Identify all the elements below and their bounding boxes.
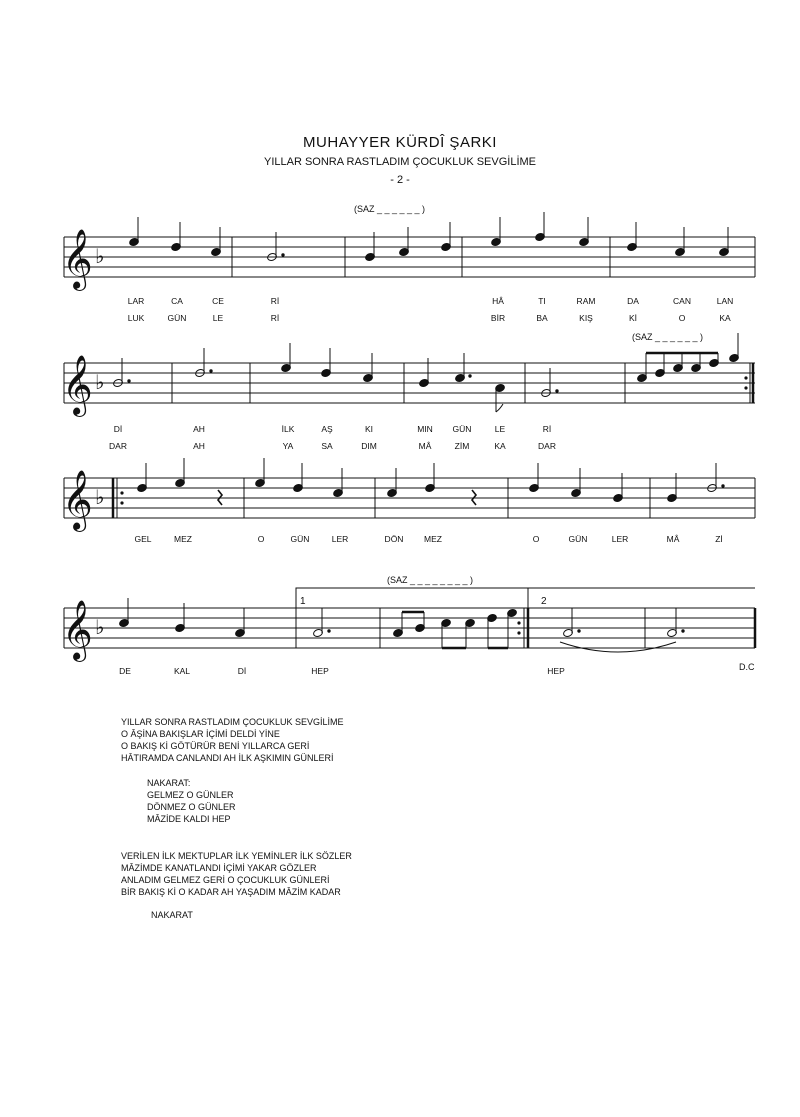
lyric-syllable: Zİ [715, 534, 723, 544]
lyric-syllable: MÂ [666, 534, 680, 544]
treble-clef-icon: 𝄞 [62, 470, 93, 530]
verse-line: VERİLEN İLK MEKTUPLAR İLK YEMİNLER İLK SÖZLER [121, 851, 352, 861]
lyric-syllable: LER [611, 534, 629, 544]
lyric-syllable: GÜN [167, 313, 187, 323]
staff-3 [64, 478, 755, 518]
staff-2 [64, 363, 755, 403]
lyric-syllable: SA [321, 441, 333, 451]
lyric-syllable: MEZ [174, 534, 192, 544]
lyric-syllable: YA [282, 441, 294, 451]
lyric-syllable: AH [193, 424, 205, 434]
lyric-syllable: Rİ [270, 313, 280, 323]
song-subtitle: YILLAR SONRA RASTLADIM ÇOCUKLUK SEVGİLİME [263, 156, 537, 168]
lyric-syllable: LER [331, 534, 349, 544]
lyric-syllable: ZİM [454, 441, 470, 451]
flat-icon: ♭ [95, 615, 105, 639]
lyric-syllable: TI [538, 296, 546, 306]
lyric-syllable: DE [119, 666, 131, 676]
lyric-syllable: HEP [547, 666, 565, 676]
lyric-syllable: O [678, 313, 686, 323]
lyric-syllable: CAN [673, 296, 691, 306]
tie-icon [560, 642, 676, 652]
saz-mark-1: (SAZ _ _ _ _ _ _ ) [354, 204, 426, 214]
lyric-syllable: LE [212, 313, 224, 323]
nakarat-reference: NAKARAT [151, 910, 193, 920]
page-number: - 2 - [390, 174, 410, 186]
page-title: MUHAYYER KÜRDÎ ŞARKI [303, 134, 497, 151]
lyric-syllable: BA [536, 313, 548, 323]
treble-clef-icon: 𝄞 [62, 600, 93, 660]
lyric-syllable: LE [494, 424, 506, 434]
lyric-syllable: LAN [716, 296, 734, 306]
lyric-syllable: İLK [281, 424, 295, 434]
lyric-syllable: O [532, 534, 540, 544]
saz-mark-4: (SAZ _ _ _ _ _ _ _ _ ) [387, 575, 474, 585]
lyric-syllable: Kİ [628, 313, 638, 323]
nakarat-block [147, 777, 236, 825]
verse-line: BİR BAKIŞ Kİ O KADAR AH YAŞADIM MÂZİM KADAR [121, 887, 341, 897]
lyric-syllable: HEP [311, 666, 329, 676]
lyric-syllable: MÂ [418, 441, 432, 451]
verse-line: O ÂŞİNA BAKIŞLAR İÇİMİ DELDİ YİNE [121, 729, 280, 739]
verse-line: O BAKIŞ Kİ GÖTÜRÜR BENİ YILLARCA GERİ [121, 741, 310, 751]
lyric-syllable: MIN [417, 424, 433, 434]
lyric-syllable: KIŞ [579, 313, 593, 323]
lyric-syllable: DÖN [384, 534, 404, 544]
lyric-syllable: KAL [173, 666, 191, 676]
flat-icon: ♭ [95, 485, 105, 509]
verse-1 [121, 716, 344, 764]
treble-clef-icon: 𝄞 [62, 229, 93, 289]
staff-1 [64, 237, 755, 277]
lyric-syllable: LUK [127, 313, 145, 323]
lyric-syllable: DA [627, 296, 639, 306]
lyric-syllable: GEL [134, 534, 152, 544]
nakarat-label: NAKARAT: [147, 778, 191, 788]
lyric-syllable: O [257, 534, 265, 544]
lyric-syllable: GÜN [568, 534, 588, 544]
lyric-syllable: HÂ [492, 296, 504, 306]
treble-clef-icon: 𝄞 [62, 355, 93, 415]
nakarat-line: DÖNMEZ O GÜNLER [147, 802, 236, 812]
verse-line: YILLAR SONRA RASTLADIM ÇOCUKLUK SEVGİLİME [121, 717, 344, 727]
lyric-syllable: GÜN [452, 424, 472, 434]
lyric-syllable: CE [212, 296, 224, 306]
lyric-syllable: AŞ [321, 424, 333, 434]
lyric-syllable: Rİ [270, 296, 280, 306]
lyric-syllable: Rİ [542, 424, 552, 434]
lyric-syllable: KA [494, 441, 506, 451]
second-ending-label: 2 [541, 596, 547, 607]
first-ending-label: 1 [300, 596, 306, 607]
lyric-syllable: LAR [127, 296, 145, 306]
lyric-syllable: DAR [538, 441, 556, 451]
notes-staff-4 [119, 598, 685, 652]
lyric-syllable: DIM [361, 441, 377, 451]
dc-mark: D.C [739, 662, 755, 672]
verse-line: MÂZİMDE KANATLANDI İÇİMİ YAKAR GÖZLER [121, 863, 317, 873]
lyric-syllable: GÜN [290, 534, 310, 544]
flat-icon: ♭ [95, 244, 105, 268]
lyric-syllable: RAM [576, 296, 596, 306]
staff-4 [64, 588, 755, 648]
lyric-syllable: KA [719, 313, 731, 323]
verse-line: HÂTIRAMDA CANLANDI AH İLK AŞKIMIN GÜNLERİ [121, 753, 334, 763]
repeat-dots [120, 376, 747, 634]
verse-line: ANLADIM GELMEZ GERİ O ÇOCUKLUK GÜNLERİ [121, 875, 330, 885]
lyric-syllable: CA [171, 296, 183, 306]
lyric-syllable: KI [364, 424, 374, 434]
lyric-syllable: DAR [109, 441, 127, 451]
saz-mark-2: (SAZ _ _ _ _ _ _ ) [632, 332, 704, 342]
lyric-syllable: MEZ [424, 534, 442, 544]
lyric-syllable: Dİ [113, 424, 123, 434]
lyric-syllable: Dİ [237, 666, 247, 676]
lyric-syllable: AH [193, 441, 205, 451]
verse-2 [121, 850, 352, 898]
flat-icon: ♭ [95, 370, 105, 394]
lyric-syllable: BİR [490, 313, 506, 323]
nakarat-line: GELMEZ O GÜNLER [147, 790, 234, 800]
nakarat-line: MÂZİDE KALDI HEP [147, 814, 231, 824]
